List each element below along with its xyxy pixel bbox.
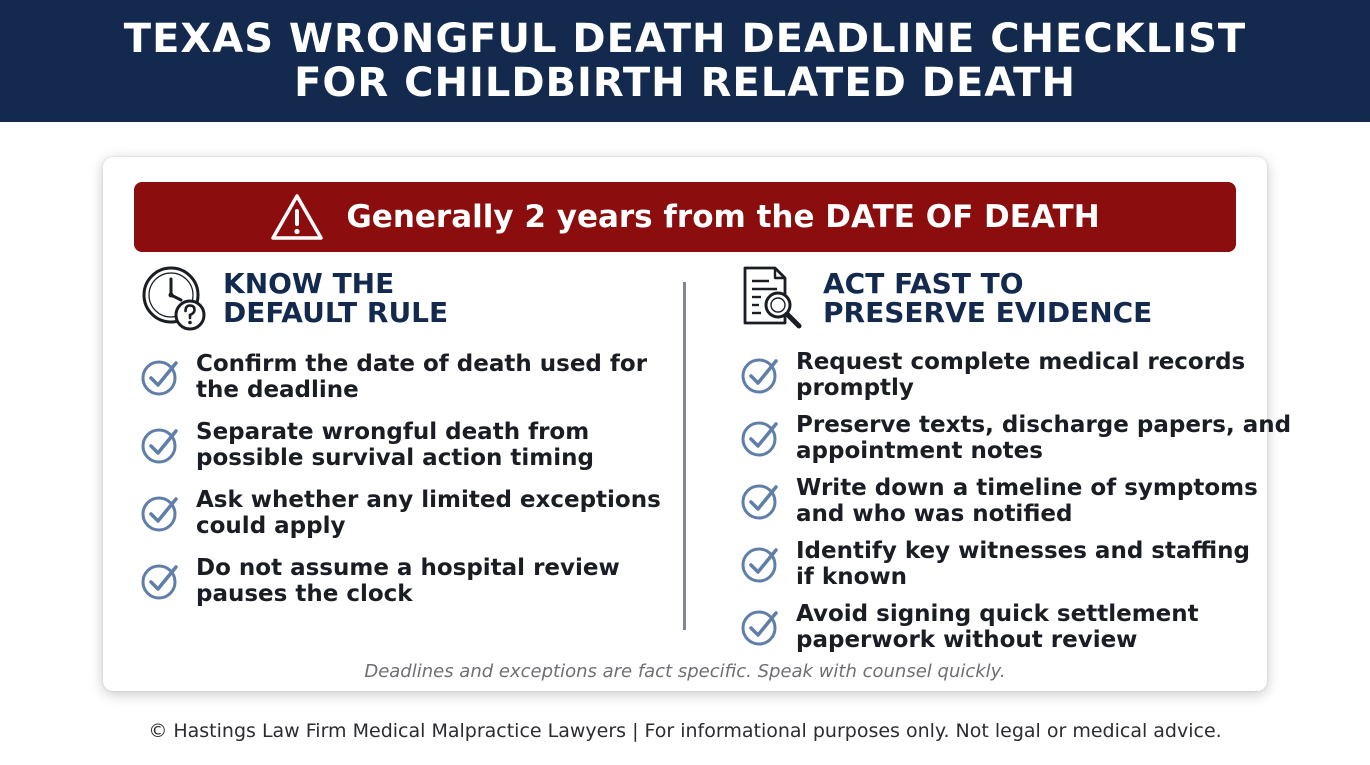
check-circle-icon [741, 418, 781, 458]
list-item-line: paperwork without review [796, 626, 1138, 653]
clock-question-icon [141, 265, 207, 331]
default-rule-title-line-1: KNOW THE [223, 267, 395, 300]
list-item-line: Preserve texts, discharge papers, and [796, 411, 1292, 438]
preserve-evidence-title-line-2: PRESERVE EVIDENCE [823, 296, 1153, 329]
list-item-line: Confirm the date of death used for [196, 351, 648, 377]
list-item [741, 469, 1261, 532]
list-item-line: Write down a timeline of symptoms [796, 474, 1258, 501]
preserve-evidence-title [823, 269, 1152, 327]
check-circle-icon [141, 561, 181, 601]
preserve-evidence-column [741, 265, 1292, 658]
check-circle-icon [141, 425, 181, 465]
deadline-banner-text: Generally 2 years from the DATE OF DEATH [346, 199, 1100, 235]
list-item-line: promptly [796, 374, 914, 401]
list-item-text [796, 412, 1291, 464]
check-circle-icon [741, 355, 781, 395]
check-circle-icon [141, 493, 181, 533]
page-title-line-2: FOR CHILDBIRTH RELATED DEATH [294, 60, 1076, 106]
list-item-line: pauses the clock [196, 581, 413, 607]
list-item-line: Ask whether any limited exceptions [196, 487, 661, 513]
check-circle-icon [741, 481, 781, 521]
list-item-text [796, 349, 1245, 401]
list-item [141, 343, 661, 411]
list-item-text [796, 538, 1250, 590]
list-item-line: could apply [196, 513, 346, 539]
check-circle-icon [741, 607, 781, 647]
list-item-text [796, 601, 1199, 653]
list-item-text [196, 351, 647, 403]
page-title-line-1: TEXAS WRONGFUL DEATH DEADLINE CHECKLIST [123, 16, 1247, 62]
disclaimer-note: Deadlines and exceptions are fact specific. Speak with counsel quickly. [364, 661, 1006, 682]
warning-triangle-icon [270, 192, 324, 242]
default-rule-header [141, 265, 661, 331]
list-item-line: Request complete medical records [796, 348, 1246, 375]
list-item-line: and who was notified [796, 500, 1073, 527]
list-item-line: Separate wrongful death from [196, 419, 590, 445]
list-item-text [196, 419, 594, 471]
list-item [741, 406, 1292, 469]
list-item [141, 479, 661, 547]
list-item-line: Avoid signing quick settlement [796, 600, 1199, 627]
list-item [741, 595, 1261, 658]
check-circle-icon [741, 544, 781, 584]
list-item-line: the deadline [196, 377, 359, 403]
list-item [741, 532, 1261, 595]
list-item-line: if known [796, 563, 907, 590]
header-bar [0, 0, 1370, 122]
list-item [741, 343, 1261, 406]
default-rule-list [141, 343, 661, 615]
list-item [141, 411, 661, 479]
list-item-line: Identify key witnesses and staffing [796, 537, 1250, 564]
list-item-text [796, 475, 1258, 527]
list-item-text [196, 487, 661, 539]
list-item-line: Do not assume a hospital review [196, 555, 620, 581]
list-item-line: possible survival action timing [196, 445, 594, 471]
preserve-evidence-header [741, 265, 1261, 331]
default-rule-title [223, 269, 448, 327]
list-item [141, 547, 661, 615]
document-magnifier-icon [741, 265, 807, 331]
list-item-line: appointment notes [796, 437, 1043, 464]
default-rule-column [141, 265, 661, 615]
default-rule-title-line-2: DEFAULT RULE [223, 296, 449, 329]
footer-text: © Hastings Law Firm Medical Malpractice Lawyers | For informational purposes only. Not legal or medical advice. [148, 720, 1222, 742]
check-circle-icon [141, 357, 181, 397]
preserve-evidence-list [741, 343, 1292, 658]
checklist-card [103, 157, 1292, 691]
list-item-text [196, 555, 620, 607]
deadline-banner [134, 182, 1236, 252]
column-divider [683, 282, 686, 630]
preserve-evidence-title-line-1: ACT FAST TO [823, 267, 1024, 300]
